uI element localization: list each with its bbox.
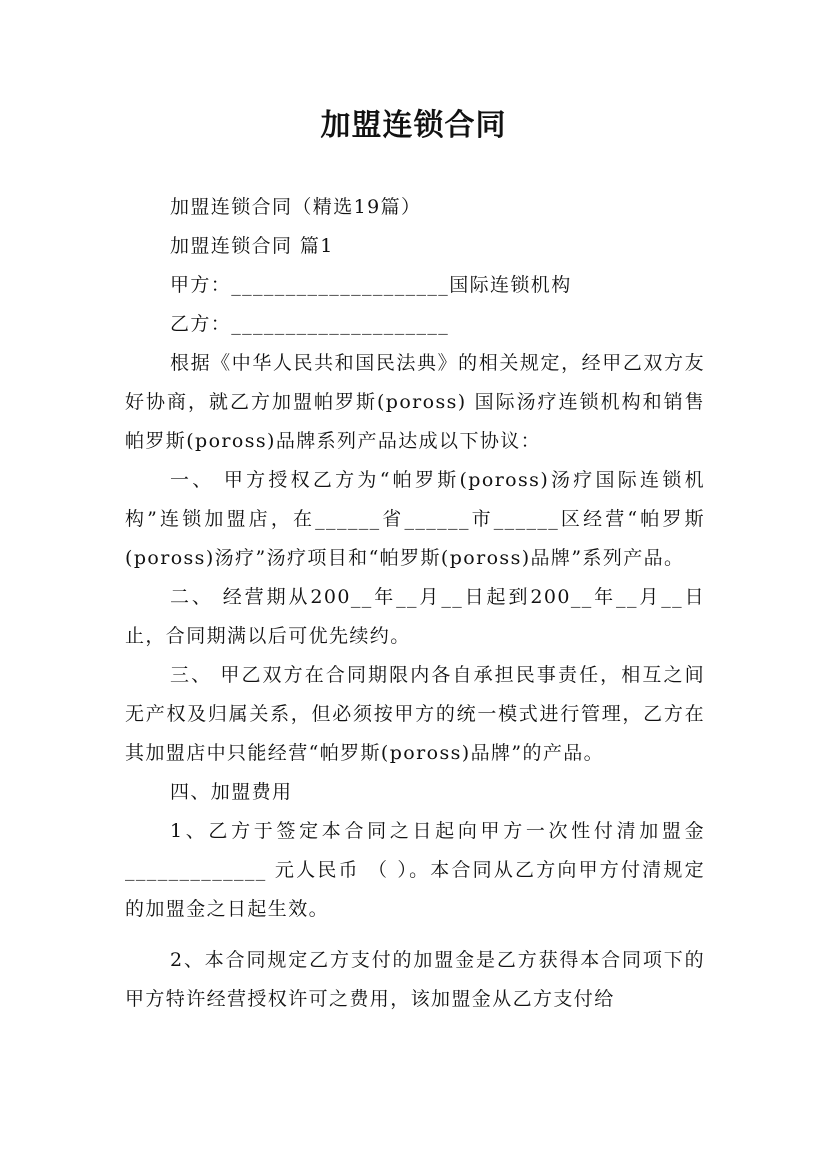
document-body xyxy=(125,188,705,1019)
clause-1-paragraph: 一、 甲方授权乙方为“帕罗斯(poross)汤疗国际连锁机构”连锁加盟店，在______省______市______区经营“帕罗斯(poross)汤疗”汤疗项目和“帕罗斯(poross)品牌”系列产品。 xyxy=(125,469,705,569)
clause-2-paragraph: 二、 经营期从200__年__月__日起到200__年__月__日止，合同期满以后可优先续约。 xyxy=(125,586,705,647)
section-heading: 加盟连锁合同 篇1 xyxy=(170,235,334,257)
fee-item-2-paragraph: 2、本合同规定乙方支付的加盟金是乙方获得本合同项下的甲方特许经营授权许可之费用，该加盟金从乙方支付给 xyxy=(125,949,705,1010)
preamble-paragraph: 根据《中华人民共和国民法典》的相关规定，经甲乙双方友好协商，就乙方加盟帕罗斯(poross) 国际汤疗连锁机构和销售帕罗斯(poross)品牌系列产品达成以下协议： xyxy=(125,352,705,452)
party-b-line: 乙方：____________________ xyxy=(170,313,450,335)
clause-4-heading: 四、加盟费用 xyxy=(170,781,293,803)
party-a-line: 甲方：____________________国际连锁机构 xyxy=(170,274,572,296)
fee-item-1-paragraph: 1、乙方于签定本合同之日起向甲方一次性付清加盟金_____________ 元人民币 （ ）。本合同从乙方向甲方付清规定的加盟金之日起生效。 xyxy=(125,820,705,920)
clause-3-paragraph: 三、 甲乙双方在合同期限内各自承担民事责任，相互之间无产权及归属关系，但必须按甲方的统一模式进行管理，乙方在其加盟店中只能经营“帕罗斯(poross)品牌”的产品。 xyxy=(125,664,705,764)
document-title: 加盟连锁合同 xyxy=(320,108,507,143)
document-subtitle: 加盟连锁合同（精选19篇） xyxy=(170,196,422,218)
